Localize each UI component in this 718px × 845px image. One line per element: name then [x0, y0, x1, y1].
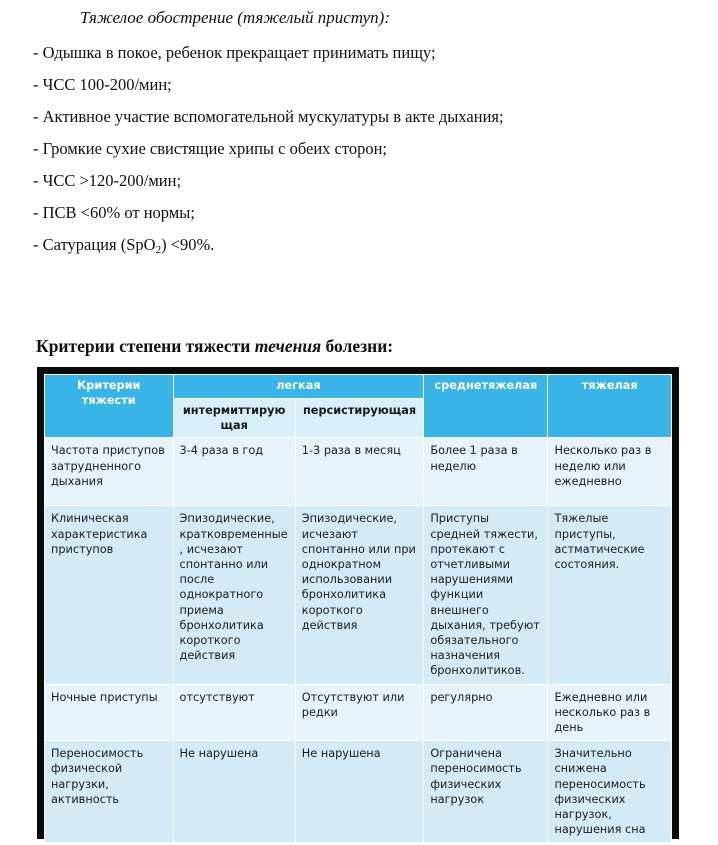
header-persistent: персистирующая [295, 399, 424, 438]
saturation-suffix: ) <90%. [161, 235, 215, 254]
criteria-table [44, 374, 672, 843]
cell-severe: Ежедневно или несколько раз в день [548, 684, 672, 741]
cell-moderate: регулярно [424, 684, 548, 741]
list-item: - Одышка в покое, ребенок прекращает принимать пищу; [33, 43, 436, 62]
list-item: - Громкие сухие свистящие хрипы с обеих сторон; [33, 139, 388, 158]
cell-persistent: Эпизодические, исчезают спонтанно или при однократном использовании бронхолитика короткого действия [295, 506, 424, 684]
title-italic-word: течения [254, 336, 322, 356]
cell-intermittent: Эпизодические, кратковременные, исчезают спонтанно или после однократного приема бронхолитика короткого действия [173, 506, 295, 684]
header-intermittent: интермиттирующая [173, 399, 295, 438]
title-part-2: болезни: [321, 336, 394, 356]
cell-persistent: Отсутствуют или редки [295, 684, 424, 741]
row-criterion: Переносимость физической нагрузки, активность [45, 741, 174, 843]
criteria-table-frame [37, 367, 679, 839]
list-item-saturation [33, 234, 504, 266]
cell-moderate: Приступы средней тяжести, протекают с отчетливыми нарушениями функции внешнего дыхания, требуют обязательного назначения бронхолитиков. [424, 506, 548, 684]
row-criterion: Ночные приступы [45, 684, 174, 741]
cell-severe: Тяжелые приступы, астматические состояния. [548, 506, 672, 684]
title-part-1: Критерии степени тяжести [36, 336, 255, 356]
saturation-prefix: - Сатурация (SpO [33, 235, 156, 254]
cell-persistent: Не нарушена [295, 741, 424, 843]
cell-intermittent: отсутствуют [173, 684, 295, 741]
header-criteria: Критерии тяжести [45, 375, 174, 438]
saturation-subscript: 2 [155, 244, 162, 256]
cell-severe: Значительно снижена переносимость физических нагрузок, нарушения сна [548, 741, 672, 843]
severe-attack-list [33, 42, 504, 266]
header-moderate: среднетяжелая [424, 375, 548, 438]
header-severe: тяжелая [548, 375, 672, 438]
cell-moderate: Более 1 раза в неделю [424, 438, 548, 506]
cell-persistent: 1-3 раза в месяц [295, 438, 424, 506]
cell-severe: Несколько раз в неделю или ежедневно [548, 438, 672, 506]
list-item: - ЧСС >120-200/мин; [33, 171, 182, 190]
list-item: - ПСВ <60% от нормы; [33, 203, 195, 222]
list-item: - Активное участие вспомогательной мускулатуры в акте дыхания; [33, 107, 504, 126]
cell-moderate: Ограничена переносимость физических нагрузок [424, 741, 548, 843]
list-item: - ЧСС 100-200/мин; [33, 75, 172, 94]
row-criterion: Частота приступов затрудненного дыхания [45, 438, 174, 506]
cell-intermittent: Не нарушена [173, 741, 295, 843]
criteria-section-title [36, 336, 393, 357]
row-criterion: Клиническая характеристика приступов [45, 506, 174, 684]
cell-intermittent: 3-4 раза в год [173, 438, 295, 506]
severe-attack-title: Тяжелое обострение (тяжелый приступ): [80, 8, 390, 27]
header-mild: легкая [173, 375, 424, 399]
